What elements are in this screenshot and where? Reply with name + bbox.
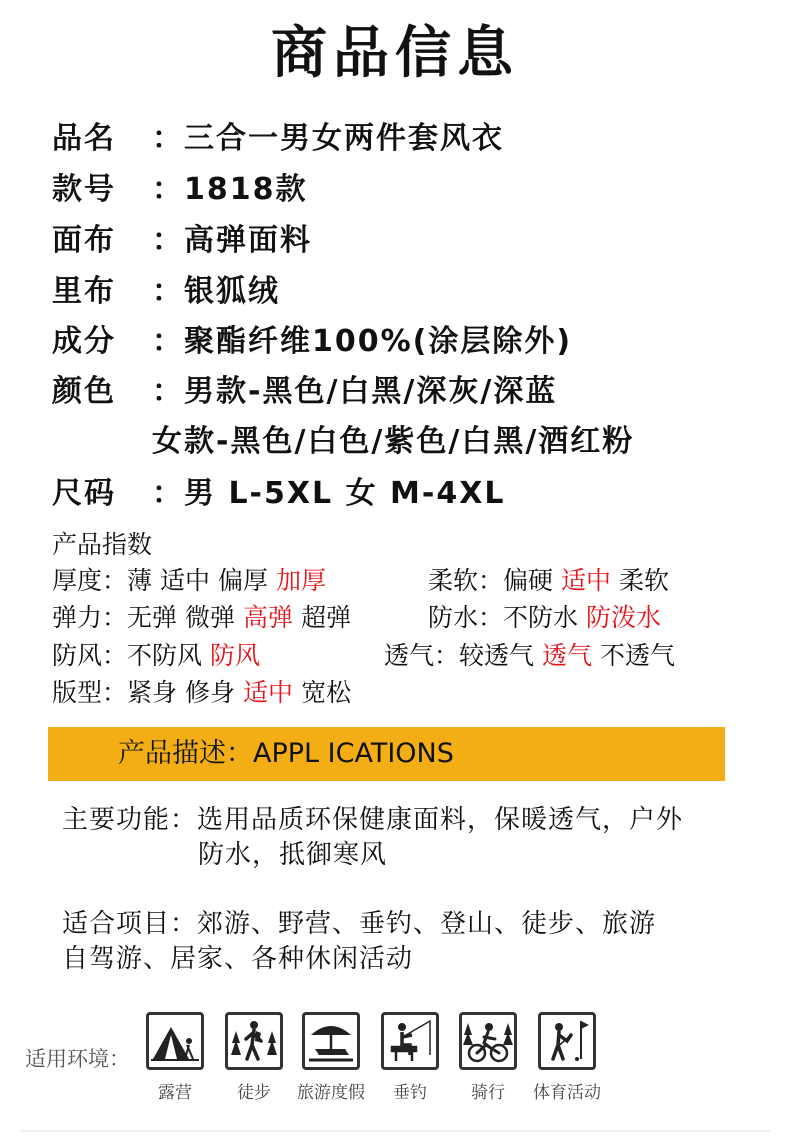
spec-value: 银狐绒 — [184, 274, 280, 309]
index-thickness — [52, 563, 334, 599]
index-option: 适中 — [160, 566, 211, 595]
index-breathability — [384, 638, 683, 674]
index-option: 高弹 — [243, 603, 294, 632]
index-windproof — [52, 638, 268, 674]
spec-label: 颜色 — [52, 374, 116, 409]
env-caption: 旅游度假 — [297, 1083, 365, 1103]
index-option: 适中 — [243, 678, 294, 707]
page-title: 商品信息 — [271, 21, 519, 86]
spec-composition: 成分 ：聚酯纤维100%(涂层除外) — [52, 322, 572, 362]
env-caption: 露营 — [158, 1083, 192, 1103]
spec-value: 高弹面料 — [184, 223, 312, 258]
golf-sports-icon — [538, 1012, 596, 1070]
env-caption: 垂钓 — [393, 1083, 427, 1103]
camping-tent-icon — [146, 1012, 204, 1070]
index-option: 偏厚 — [218, 566, 269, 595]
spec-fabric: 面布 ：高弹面料 — [52, 221, 312, 261]
spec-lining: 里布 ：银狐绒 — [52, 272, 280, 312]
functions-label: 主要功能： — [62, 805, 198, 835]
index-option: 不透气 — [600, 641, 676, 670]
hiking-icon — [225, 1012, 283, 1070]
spec-color-women — [152, 422, 634, 462]
index-label: 版型： — [52, 678, 128, 707]
index-option: 宽松 — [301, 678, 352, 707]
index-option: 薄 — [127, 566, 153, 595]
index-softness — [428, 563, 677, 599]
index-label: 防风： — [52, 641, 128, 670]
env-item-fishing — [370, 1012, 450, 1104]
index-elasticity — [52, 600, 359, 636]
suitable-line-1: 适合项目：郊游、野营、垂钓、登山、徒步、旅游 — [62, 909, 657, 939]
index-option: 偏硬 — [503, 566, 554, 595]
spec-style-no: 款号 ：1818款 — [52, 170, 308, 210]
env-item-camping — [135, 1012, 215, 1104]
env-item-sports — [527, 1012, 607, 1104]
index-heading: 产品指数 — [52, 530, 153, 559]
index-waterproof — [428, 600, 669, 636]
beach-vacation-icon — [302, 1012, 360, 1070]
env-caption: 徒步 — [237, 1083, 271, 1103]
spec-label: 里布 — [52, 274, 116, 309]
index-label: 透气： — [384, 641, 460, 670]
index-option: 适中 — [561, 566, 612, 595]
env-item-cycling — [448, 1012, 528, 1104]
index-option: 微弹 — [185, 603, 236, 632]
index-label: 弹力： — [52, 603, 128, 632]
fishing-icon — [381, 1012, 439, 1070]
suitable-line-2: 自驾游、居家、各种休闲活动 — [62, 944, 414, 974]
index-option: 不防水 — [503, 603, 579, 632]
env-item-hiking — [214, 1012, 294, 1104]
spec-label: 成分 — [52, 324, 116, 359]
environment-label: 适用环境： — [25, 1047, 130, 1071]
env-caption: 体育活动 — [533, 1083, 601, 1103]
index-fit — [52, 675, 359, 711]
spec-size: 尺码 ：男 L-5XL 女 M-4XL — [52, 474, 505, 514]
spec-value: 男 L-5XL 女 M-4XL — [184, 476, 506, 511]
spec-value: 聚酯纤维100%(涂层除外) — [184, 324, 573, 359]
spec-value: 女款-黑色/白色/紫色/白黑/酒红粉 — [152, 424, 635, 459]
index-option: 防泼水 — [586, 603, 662, 632]
functions-line-2: 防水，抵御寒风 — [198, 840, 388, 870]
spec-label: 品名 — [52, 121, 116, 156]
index-option: 柔软 — [619, 566, 670, 595]
spec-value: 三合一男女两件套风衣 — [184, 121, 504, 156]
spec-label: 尺码 — [52, 476, 116, 511]
index-option: 无弹 — [127, 603, 178, 632]
index-option: 不防风 — [127, 641, 203, 670]
spec-value: 男款-黑色/白黑/深灰/深蓝 — [184, 374, 558, 409]
index-option: 紧身 — [127, 678, 178, 707]
spec-color: 颜色 ：男款-黑色/白黑/深灰/深蓝 — [52, 372, 557, 412]
spec-name: 品名 ：三合一男女两件套风衣 — [52, 119, 504, 159]
description-banner — [48, 727, 725, 781]
index-option: 较透气 — [459, 641, 535, 670]
bottom-divider — [20, 1130, 770, 1132]
index-option: 加厚 — [276, 566, 327, 595]
spec-label: 面布 — [52, 223, 116, 258]
index-option: 防风 — [210, 641, 261, 670]
index-label: 防水： — [428, 603, 504, 632]
env-item-vacation — [291, 1012, 371, 1104]
env-caption: 骑行 — [471, 1083, 505, 1103]
spec-value: 1818款 — [184, 172, 308, 207]
index-label: 柔软： — [428, 566, 504, 595]
spec-label: 款号 — [52, 172, 116, 207]
index-option: 修身 — [185, 678, 236, 707]
functions-line-1: 主要功能：选用品质环保健康面料，保暖透气，户外 — [62, 805, 684, 835]
index-option: 透气 — [542, 641, 593, 670]
banner-text: 产品描述：APPL ICATIONS — [118, 738, 454, 769]
index-option: 超弹 — [301, 603, 352, 632]
index-label: 厚度： — [52, 566, 128, 595]
cycling-icon — [459, 1012, 517, 1070]
